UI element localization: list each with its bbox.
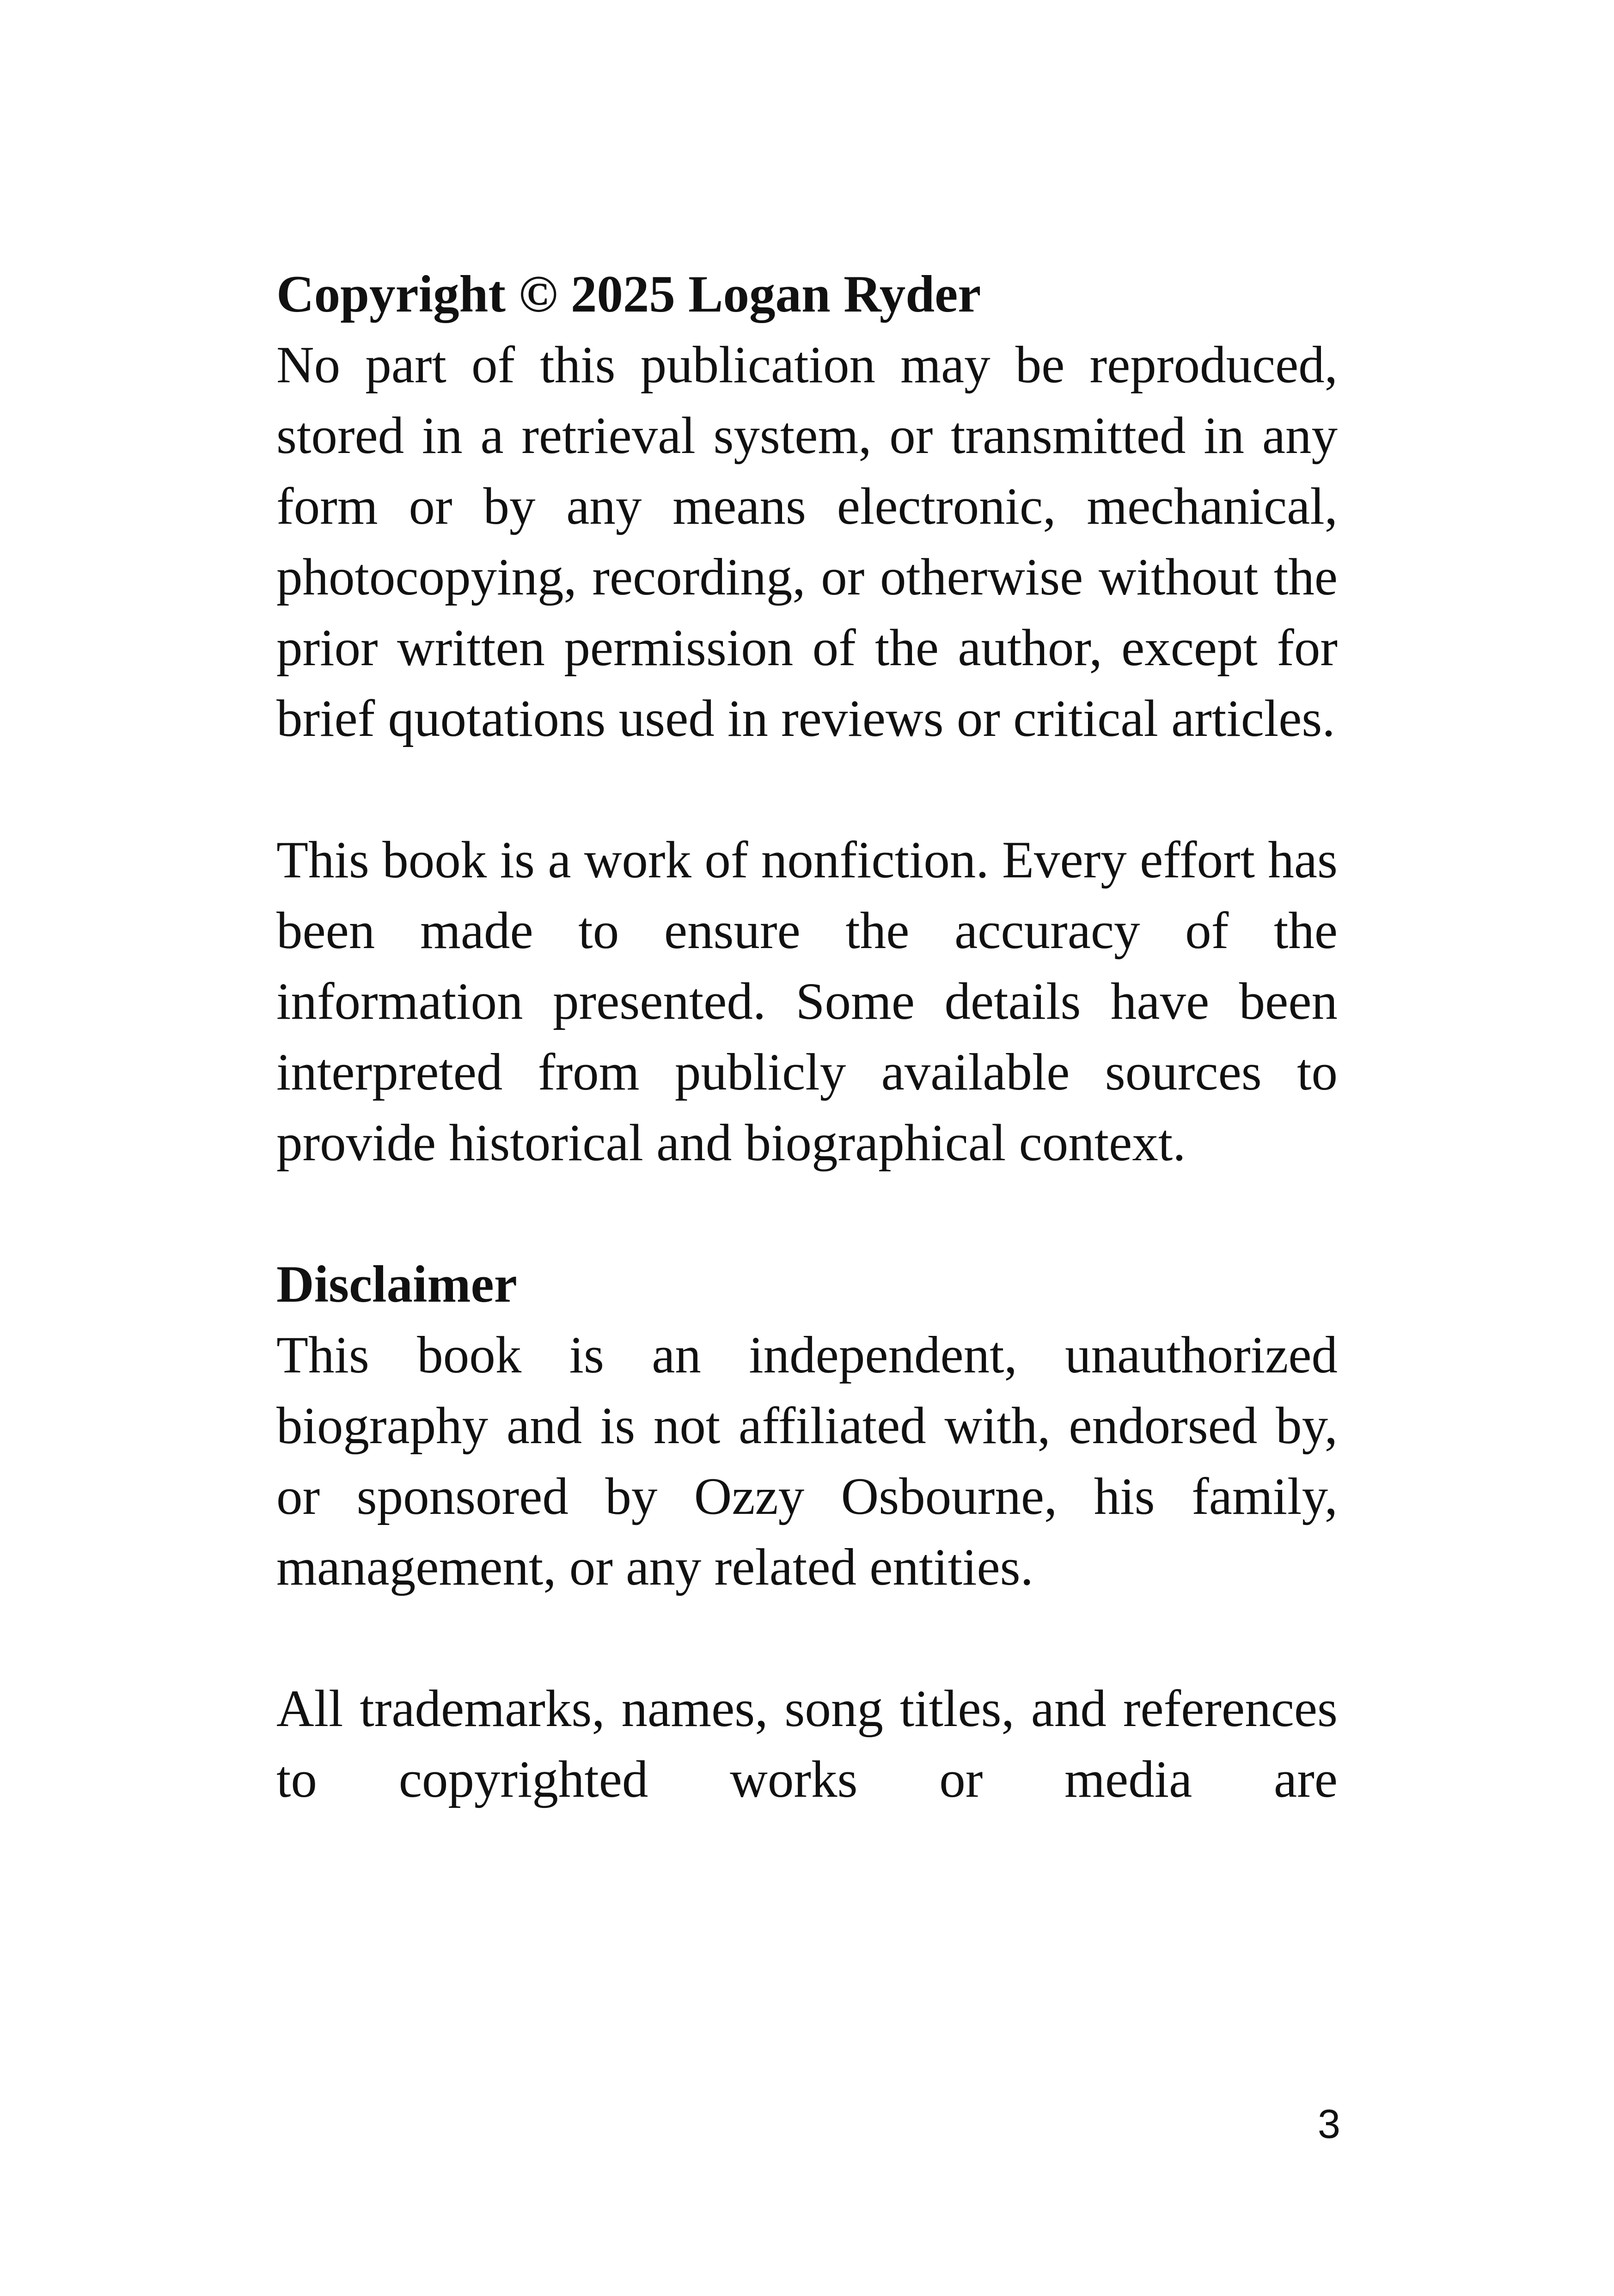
disclaimer-heading: Disclaimer <box>276 1255 517 1313</box>
page-body <box>276 259 1338 1815</box>
trademarks-paragraph: All trademarks, names, song titles, and references to copyrighted works or media are <box>276 1680 1338 1808</box>
copyright-heading: Copyright © 2025 Logan Ryder <box>276 265 981 323</box>
disclaimer-paragraph: This book is an independent, unauthorized biography and is not affiliated with, endorsed by, or sponsored by Ozzy Osbourne, his family, management, or any related entities. <box>276 1326 1338 1596</box>
nonfiction-paragraph: This book is a work of nonfiction. Every effort has been made to ensure the accuracy of the information presented. Some details have been interpreted from publicly available sources to provide historical and biographical context. <box>276 831 1338 1172</box>
page-number: 3 <box>1318 2101 1340 2147</box>
copyright-paragraph: No part of this publication may be reproduced, stored in a retrieval system, or transmitted in any form or by any means electronic, mechanical, photocopying, recording, or otherwise without the prior written permission of the author, except for brief quotations used in reviews or critical articles. <box>276 336 1338 747</box>
